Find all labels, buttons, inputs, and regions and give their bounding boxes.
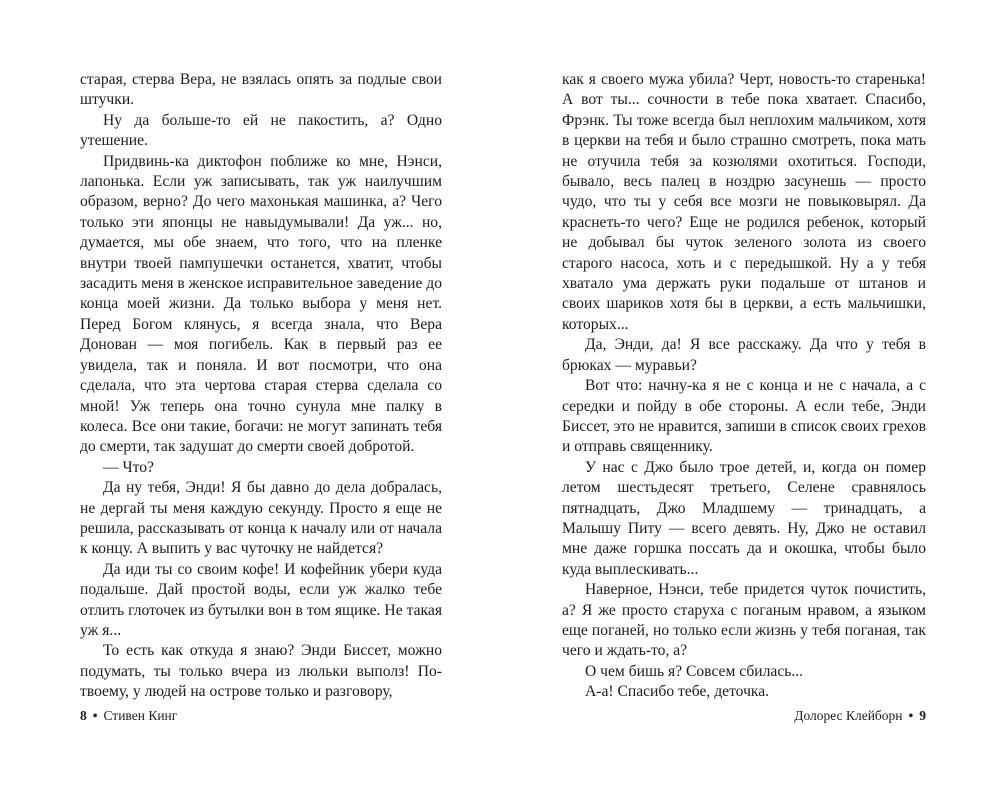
paragraph-dialogue: — Что? <box>103 458 154 476</box>
page-right-text <box>562 70 926 703</box>
footer-separator: • <box>908 708 914 723</box>
paragraph: Наверное, Нэнси, тебе придется чуток почистить, а? Я же просто старуха с поганым нравом, а языком еще поганей, но только если жизнь у тебя поганая, так чего и ждать-то, а? <box>562 581 926 660</box>
running-head: Стивен Кинг <box>103 708 178 723</box>
running-head: Долорес Клейборн <box>794 708 903 723</box>
paragraph: Да иди ты со своим кофе! И кофейник убери куда подальше. Дай простой воды, если уж жалко тебе отлить глоточек из бутылки вон в том ящике. Не такая уж я... <box>80 560 442 639</box>
paragraph: То есть как откуда я знаю? Энди Биссет, можно подумать, ты только вчера из люльки выполз! По-твоему, у людей на острове только и разговору, <box>80 642 442 701</box>
paragraph: У нас с Джо было трое детей, и, когда он помер летом шестьдесят третьего, Селене сравнялось пятнадцать, Джо Младшему — тринадцать, а Малышу Питу — всего девять. Ну, Джо не оставил мне даже горшка поссать да и окошка, чтобы было куда выплескивать... <box>562 458 926 578</box>
paragraph: А-а! Спасибо тебе, деточка. <box>585 683 770 701</box>
page-left-text <box>80 70 442 703</box>
paragraph: Ну да больше-то ей не пакостить, а? Одно утешение. <box>80 111 442 150</box>
paragraph: Да ну тебя, Энди! Я бы давно до дела добралась, не дергай ты меня каждую секунду. Просто я еще не решила, рассказывать от конца к началу или от начала к концу. А выпить у вас чуточку не найдется? <box>80 479 442 558</box>
paragraph: Придвинь-ка диктофон поближе ко мне, Нэнси, лапонька. Если уж записывать, так уж наилучшим образом, верно? До чего махонькая машинка, а? Чего только эти японцы не навыдумывали! Да уж... но, думается, мы обе знаем, что того, что на пленке внутри твоей пампушечки останется, хватит, чтобы засадить меня в женское исправительное заведение до конца моей жизни. Да только выбора у меня нет. Перед Богом клянусь, я всегда знала, что Вера Донован — моя погибель. Как в первый раз ее увидела, так и поняла. И вот посмотри, что она сделала, что эта чертова старая стерва сделала со мной! Уж теперь она точно сунула мне палку в колеса. Все они такие, богачи: не могут запинать тебя до смерти, так задушат до смерти своей добротой. <box>80 152 443 456</box>
paragraph: старая, стерва Вера, не взялась опять за подлые свои штучки. <box>80 71 442 109</box>
paragraph: как я своего мужа убила? Черт, новость-то старенька! А вот ты... сочности в тебе пока хватает. Спасибо, Фрэнк. Ты тоже всегда был неплохим мальчиком, хотя в церкви на тебя и было страшно смотреть, пока мать не отучила тебя за козюлями охотиться. Господи, бывало, весь палец в ноздрю засунешь — просто чудо, что ты у себя все мозги не повыковырял. Да краснеть-то чего? Еще не родился ребенок, который не добывал бы чуток зеленого золота из своего старого насоса, хоть и с передышкой. Ну а у тебя хватало ума держать руки подальше от штанов и своих шариков хотя бы в церкви, а есть мальчишки, которых... <box>562 71 926 333</box>
page-footer-right <box>562 707 926 725</box>
footer-separator: • <box>92 708 98 723</box>
page-footer-left <box>80 707 442 725</box>
paragraph: Вот что: начну-ка я не с конца и не с начала, а с середки и пойду в обе стороны. А если тебе, Энди Биссет, это не нравится, запиши в список своих грехов и отправь священнику. <box>562 377 926 456</box>
page-number: 9 <box>919 708 926 723</box>
paragraph: О чем бишь я? Совсем сбилась... <box>585 662 804 680</box>
paragraph: Да, Энди, да! Я все расскажу. Да что у тебя в брюках — муравьи? <box>562 336 926 374</box>
page-number: 8 <box>80 708 87 723</box>
